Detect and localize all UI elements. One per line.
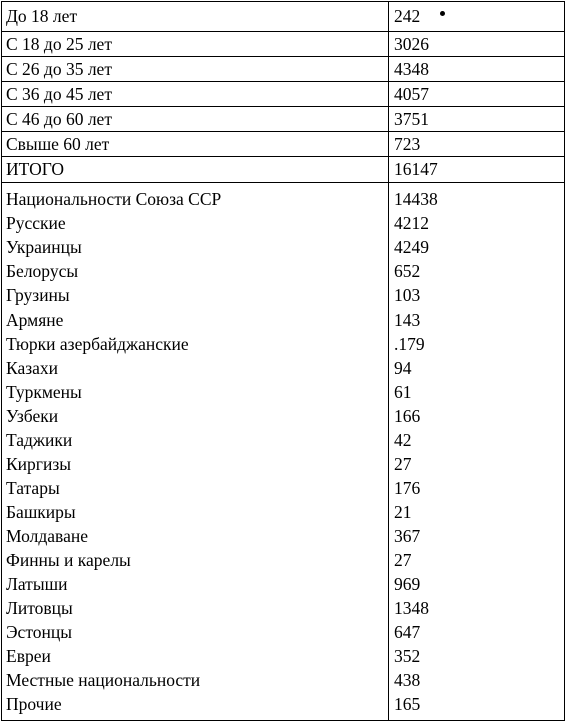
nationality-label: Белорусы [6, 261, 79, 282]
data-table [1, 1, 565, 721]
row-label: С 26 до 35 лет [6, 58, 112, 79]
row-value: 3751 [394, 108, 429, 129]
list-item [2, 453, 564, 477]
list-item [2, 549, 564, 573]
total-value: 16147 [394, 159, 438, 180]
nationality-value: 27 [394, 550, 412, 570]
list-item [2, 597, 564, 621]
row-divider [2, 131, 564, 132]
list-item [2, 332, 564, 356]
list-item [2, 669, 564, 693]
table-row [2, 83, 564, 106]
row-divider [2, 106, 564, 107]
nationality-value: 352 [394, 646, 421, 667]
list-item [2, 525, 564, 549]
row-divider [2, 31, 564, 32]
nationality-label: Казахи [6, 357, 59, 378]
nationality-value: 438 [394, 670, 421, 691]
nationality-label: Татары [6, 477, 60, 498]
nationality-label: Эстонцы [6, 622, 72, 643]
list-item [2, 284, 564, 308]
row-value: 723 [394, 133, 421, 154]
table-row [2, 133, 564, 156]
list-item [2, 645, 564, 669]
nationality-value: 94 [394, 357, 412, 378]
list-item [2, 308, 564, 332]
nationality-label: Литовцы [6, 598, 73, 619]
stray-dot-mark [440, 11, 445, 16]
row-label: С 18 до 25 лет [6, 33, 112, 54]
list-item [2, 477, 564, 501]
table-row [2, 33, 564, 56]
list-item [2, 188, 564, 212]
list-item [2, 501, 564, 525]
nationality-label: Таджики [6, 429, 73, 450]
row-value: 3026 [394, 33, 429, 54]
total-label: ИТОГО [6, 159, 65, 180]
nationality-label: Грузины [6, 285, 70, 306]
nationality-label: Местные национальности [6, 670, 201, 691]
nationality-label: Евреи [6, 646, 51, 667]
list-item [2, 573, 564, 597]
nationality-label: Узбеки [6, 405, 59, 426]
table-row [2, 108, 564, 131]
nationality-label: Молдаване [6, 525, 88, 546]
list-item [2, 356, 564, 380]
nationality-label: Тюрки азербайджанские [6, 333, 189, 354]
nationality-value: 42 [394, 429, 412, 450]
table-row-total [2, 158, 564, 182]
row-value: 242 [394, 5, 421, 26]
table-row [2, 2, 564, 31]
nationality-label: Русские [6, 213, 66, 234]
nationality-value: 103 [394, 285, 421, 306]
table-row [2, 58, 564, 81]
list-item [2, 693, 564, 717]
row-value: 4057 [394, 83, 429, 104]
row-label: До 18 лет [6, 5, 78, 26]
row-label: С 46 до 60 лет [6, 108, 112, 129]
nationality-label: Финны и карелы [6, 550, 131, 570]
nationality-value: 647 [394, 622, 421, 643]
nationality-label: Башкиры [6, 501, 76, 522]
nationality-label: Армяне [6, 309, 64, 330]
nationality-value: .179 [394, 333, 425, 354]
section-divider [2, 182, 564, 183]
nationality-value: 165 [394, 694, 421, 715]
nationality-value: 4212 [394, 213, 429, 234]
nationality-label: Киргизы [6, 453, 72, 474]
nationality-label: Туркмены [6, 381, 82, 402]
list-item [2, 621, 564, 645]
nationality-value: 14438 [394, 189, 438, 210]
list-item [2, 212, 564, 236]
nationality-value: 176 [394, 477, 421, 498]
nationality-label: Прочие [6, 694, 62, 715]
list-item [2, 404, 564, 428]
row-divider [2, 156, 564, 157]
nationality-value: 367 [394, 525, 421, 546]
row-label: С 36 до 45 лет [6, 83, 112, 104]
nationality-value: 143 [394, 309, 421, 330]
nationality-value: 4249 [394, 237, 429, 258]
list-item [2, 380, 564, 404]
list-item [2, 260, 564, 284]
nationality-value: 61 [394, 381, 412, 402]
nationality-value: 166 [394, 405, 421, 426]
list-item [2, 236, 564, 260]
list-item [2, 429, 564, 453]
nationality-value: 652 [394, 261, 421, 282]
nationality-value: 21 [394, 501, 412, 522]
row-label: Свыше 60 лет [6, 133, 110, 154]
nationality-label: Латыши [6, 574, 68, 595]
row-divider [2, 56, 564, 57]
row-divider [2, 81, 564, 82]
nationality-label: Украинцы [6, 237, 82, 258]
nationality-value: 969 [394, 574, 421, 595]
row-value: 4348 [394, 58, 429, 79]
nationality-label: Национальности Союза ССР [6, 189, 222, 210]
nationality-value: 27 [394, 453, 412, 474]
nationality-value: 1348 [394, 598, 429, 619]
